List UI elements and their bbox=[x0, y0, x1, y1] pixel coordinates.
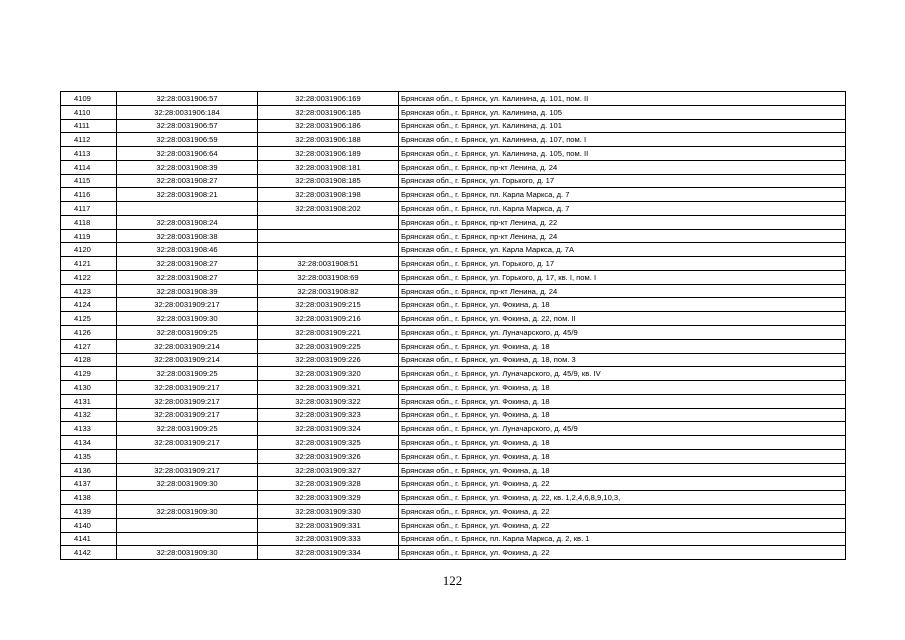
address-cell: Брянская обл., г. Брянск, пл. Карла Маркса, д. 7 bbox=[399, 202, 846, 216]
table-row bbox=[61, 160, 846, 174]
table-row bbox=[61, 133, 846, 147]
row-number-cell: 4127 bbox=[61, 339, 117, 353]
object-number-cell: 32:28:0031908:181 bbox=[258, 160, 399, 174]
row-number-cell: 4128 bbox=[61, 353, 117, 367]
row-number-cell: 4130 bbox=[61, 381, 117, 395]
table-row bbox=[61, 381, 846, 395]
address-cell: Брянская обл., г. Брянск, ул. Луначарского, д. 45/9 bbox=[399, 326, 846, 340]
parcel-number-cell bbox=[117, 491, 258, 505]
object-number-cell: 32:28:0031906:188 bbox=[258, 133, 399, 147]
row-number-cell: 4124 bbox=[61, 298, 117, 312]
object-number-cell: 32:28:0031906:189 bbox=[258, 147, 399, 161]
table-row bbox=[61, 408, 846, 422]
row-number-cell: 4139 bbox=[61, 504, 117, 518]
object-number-cell: 32:28:0031909:321 bbox=[258, 381, 399, 395]
address-cell: Брянская обл., г. Брянск, ул. Фокина, д. 18 bbox=[399, 298, 846, 312]
table-row bbox=[61, 188, 846, 202]
row-number-cell: 4112 bbox=[61, 133, 117, 147]
row-number-cell: 4135 bbox=[61, 449, 117, 463]
object-number-cell: 32:28:0031909:226 bbox=[258, 353, 399, 367]
table-row bbox=[61, 463, 846, 477]
parcel-number-cell: 32:28:0031909:214 bbox=[117, 339, 258, 353]
object-number-cell: 32:28:0031909:327 bbox=[258, 463, 399, 477]
row-number-cell: 4113 bbox=[61, 147, 117, 161]
address-cell: Брянская обл., г. Брянск, ул. Фокина, д. 22, кв. 1,2,4,6,8,9,10,3, bbox=[399, 491, 846, 505]
row-number-cell: 4116 bbox=[61, 188, 117, 202]
table-body bbox=[61, 92, 846, 560]
parcel-number-cell: 32:28:0031909:217 bbox=[117, 436, 258, 450]
address-cell: Брянская обл., г. Брянск, ул. Калинина, д. 101 bbox=[399, 119, 846, 133]
table-row bbox=[61, 147, 846, 161]
parcel-number-cell: 32:28:0031909:30 bbox=[117, 504, 258, 518]
address-cell: Брянская обл., г. Брянск, ул. Горького, д. 17 bbox=[399, 257, 846, 271]
parcel-number-cell: 32:28:0031909:25 bbox=[117, 326, 258, 340]
object-number-cell: 32:28:0031908:82 bbox=[258, 284, 399, 298]
parcel-number-cell: 32:28:0031909:30 bbox=[117, 477, 258, 491]
parcel-number-cell: 32:28:0031908:24 bbox=[117, 215, 258, 229]
table-row bbox=[61, 257, 846, 271]
table-row bbox=[61, 312, 846, 326]
object-number-cell: 32:28:0031909:330 bbox=[258, 504, 399, 518]
object-number-cell: 32:28:0031909:324 bbox=[258, 422, 399, 436]
row-number-cell: 4126 bbox=[61, 326, 117, 340]
row-number-cell: 4133 bbox=[61, 422, 117, 436]
address-cell: Брянская обл., г. Брянск, ул. Фокина, д. 18 bbox=[399, 339, 846, 353]
address-cell: Брянская обл., г. Брянск, ул. Фокина, д. 22 bbox=[399, 477, 846, 491]
object-number-cell bbox=[258, 243, 399, 257]
table-row bbox=[61, 284, 846, 298]
parcel-number-cell: 32:28:0031909:217 bbox=[117, 463, 258, 477]
object-number-cell: 32:28:0031909:328 bbox=[258, 477, 399, 491]
parcel-number-cell: 32:28:0031909:214 bbox=[117, 353, 258, 367]
parcel-number-cell: 32:28:0031909:30 bbox=[117, 546, 258, 560]
table-row bbox=[61, 518, 846, 532]
table-row bbox=[61, 477, 846, 491]
object-number-cell: 32:28:0031908:51 bbox=[258, 257, 399, 271]
parcel-number-cell: 32:28:0031909:217 bbox=[117, 381, 258, 395]
address-cell: Брянская обл., г. Брянск, ул. Фокина, д. 18, пом. 3 bbox=[399, 353, 846, 367]
parcel-number-cell: 32:28:0031909:217 bbox=[117, 394, 258, 408]
table-row bbox=[61, 422, 846, 436]
address-cell: Брянская обл., г. Брянск, пр-кт Ленина, д. 24 bbox=[399, 284, 846, 298]
address-cell: Брянская обл., г. Брянск, ул. Калинина, д. 101, пом. II bbox=[399, 92, 846, 106]
row-number-cell: 4118 bbox=[61, 215, 117, 229]
object-number-cell bbox=[258, 229, 399, 243]
table-row bbox=[61, 215, 846, 229]
address-cell: Брянская обл., г. Брянск, ул. Калинина, д. 105 bbox=[399, 105, 846, 119]
parcel-number-cell bbox=[117, 518, 258, 532]
address-cell: Брянская обл., г. Брянск, ул. Фокина, д. 18 bbox=[399, 408, 846, 422]
address-cell: Брянская обл., г. Брянск, ул. Луначарского, д. 45/9, кв. IV bbox=[399, 367, 846, 381]
parcel-number-cell: 32:28:0031908:21 bbox=[117, 188, 258, 202]
table-row bbox=[61, 367, 846, 381]
table-row bbox=[61, 339, 846, 353]
address-cell: Брянская обл., г. Брянск, ул. Фокина, д. 18 bbox=[399, 436, 846, 450]
object-number-cell: 32:28:0031909:325 bbox=[258, 436, 399, 450]
object-number-cell: 32:28:0031909:331 bbox=[258, 518, 399, 532]
object-number-cell: 32:28:0031909:329 bbox=[258, 491, 399, 505]
object-number-cell: 32:28:0031906:169 bbox=[258, 92, 399, 106]
table-row bbox=[61, 202, 846, 216]
address-cell: Брянская обл., г. Брянск, пл. Карла Маркса, д. 2, кв. 1 bbox=[399, 532, 846, 546]
parcel-number-cell: 32:28:0031906:57 bbox=[117, 92, 258, 106]
address-cell: Брянская обл., г. Брянск, ул. Фокина, д. 22 bbox=[399, 518, 846, 532]
object-number-cell: 32:28:0031909:215 bbox=[258, 298, 399, 312]
address-cell: Брянская обл., г. Брянск, ул. Фокина, д. 18 bbox=[399, 394, 846, 408]
parcel-number-cell bbox=[117, 202, 258, 216]
parcel-number-cell: 32:28:0031908:39 bbox=[117, 284, 258, 298]
table-row bbox=[61, 229, 846, 243]
parcel-number-cell: 32:28:0031908:27 bbox=[117, 257, 258, 271]
object-number-cell: 32:28:0031906:186 bbox=[258, 119, 399, 133]
object-number-cell: 32:28:0031909:323 bbox=[258, 408, 399, 422]
table-row bbox=[61, 174, 846, 188]
address-cell: Брянская обл., г. Брянск, пл. Карла Маркса, д. 7 bbox=[399, 188, 846, 202]
parcel-number-cell: 32:28:0031909:217 bbox=[117, 298, 258, 312]
row-number-cell: 4121 bbox=[61, 257, 117, 271]
row-number-cell: 4123 bbox=[61, 284, 117, 298]
parcel-number-cell bbox=[117, 532, 258, 546]
parcel-number-cell: 32:28:0031906:59 bbox=[117, 133, 258, 147]
object-number-cell: 32:28:0031908:69 bbox=[258, 270, 399, 284]
parcel-number-cell: 32:28:0031908:38 bbox=[117, 229, 258, 243]
parcel-number-cell: 32:28:0031906:64 bbox=[117, 147, 258, 161]
row-number-cell: 4109 bbox=[61, 92, 117, 106]
object-number-cell: 32:28:0031906:185 bbox=[258, 105, 399, 119]
address-cell: Брянская обл., г. Брянск, ул. Калинина, д. 107, пом. I bbox=[399, 133, 846, 147]
row-number-cell: 4111 bbox=[61, 119, 117, 133]
table-row bbox=[61, 92, 846, 106]
table-row bbox=[61, 270, 846, 284]
parcel-number-cell: 32:28:0031909:30 bbox=[117, 312, 258, 326]
row-number-cell: 4142 bbox=[61, 546, 117, 560]
parcel-number-cell: 32:28:0031906:57 bbox=[117, 119, 258, 133]
page-number: 122 bbox=[442, 573, 463, 588]
address-cell: Брянская обл., г. Брянск, пр-кт Ленина, д. 22 bbox=[399, 215, 846, 229]
object-number-cell: 32:28:0031909:320 bbox=[258, 367, 399, 381]
row-number-cell: 4115 bbox=[61, 174, 117, 188]
parcel-number-cell bbox=[117, 449, 258, 463]
address-cell: Брянская обл., г. Брянск, ул. Горького, д. 17, кв. I, пом. I bbox=[399, 270, 846, 284]
object-number-cell: 32:28:0031909:334 bbox=[258, 546, 399, 560]
address-cell: Брянская обл., г. Брянск, ул. Фокина, д. 18 bbox=[399, 381, 846, 395]
object-number-cell: 32:28:0031909:326 bbox=[258, 449, 399, 463]
row-number-cell: 4140 bbox=[61, 518, 117, 532]
address-cell: Брянская обл., г. Брянск, ул. Фокина, д. 22 bbox=[399, 546, 846, 560]
table-row bbox=[61, 436, 846, 450]
object-number-cell: 32:28:0031909:225 bbox=[258, 339, 399, 353]
row-number-cell: 4119 bbox=[61, 229, 117, 243]
row-number-cell: 4110 bbox=[61, 105, 117, 119]
parcel-number-cell: 32:28:0031909:217 bbox=[117, 408, 258, 422]
table-row bbox=[61, 326, 846, 340]
row-number-cell: 4141 bbox=[61, 532, 117, 546]
parcel-number-cell: 32:28:0031908:27 bbox=[117, 270, 258, 284]
address-cell: Брянская обл., г. Брянск, ул. Луначарского, д. 45/9 bbox=[399, 422, 846, 436]
parcel-number-cell: 32:28:0031908:39 bbox=[117, 160, 258, 174]
object-number-cell: 32:28:0031909:221 bbox=[258, 326, 399, 340]
row-number-cell: 4132 bbox=[61, 408, 117, 422]
row-number-cell: 4122 bbox=[61, 270, 117, 284]
address-cell: Брянская обл., г. Брянск, ул. Калинина, д. 105, пом. II bbox=[399, 147, 846, 161]
table-row bbox=[61, 353, 846, 367]
object-number-cell: 32:28:0031908:202 bbox=[258, 202, 399, 216]
address-cell: Брянская обл., г. Брянск, ул. Карла Маркса, д. 7А bbox=[399, 243, 846, 257]
table-row bbox=[61, 394, 846, 408]
address-cell: Брянская обл., г. Брянск, пр-кт Ленина, д. 24 bbox=[399, 160, 846, 174]
parcel-number-cell: 32:28:0031909:25 bbox=[117, 422, 258, 436]
table-row bbox=[61, 119, 846, 133]
object-number-cell bbox=[258, 215, 399, 229]
table-row bbox=[61, 243, 846, 257]
row-number-cell: 4129 bbox=[61, 367, 117, 381]
row-number-cell: 4117 bbox=[61, 202, 117, 216]
table-row bbox=[61, 504, 846, 518]
table-row bbox=[61, 105, 846, 119]
object-number-cell: 32:28:0031908:185 bbox=[258, 174, 399, 188]
table-row bbox=[61, 298, 846, 312]
row-number-cell: 4138 bbox=[61, 491, 117, 505]
address-cell: Брянская обл., г. Брянск, ул. Фокина, д. 18 bbox=[399, 463, 846, 477]
row-number-cell: 4120 bbox=[61, 243, 117, 257]
address-cell: Брянская обл., г. Брянск, ул. Горького, д. 17 bbox=[399, 174, 846, 188]
object-number-cell: 32:28:0031908:198 bbox=[258, 188, 399, 202]
row-number-cell: 4137 bbox=[61, 477, 117, 491]
object-number-cell: 32:28:0031909:216 bbox=[258, 312, 399, 326]
row-number-cell: 4136 bbox=[61, 463, 117, 477]
parcel-number-cell: 32:28:0031909:25 bbox=[117, 367, 258, 381]
table-row bbox=[61, 532, 846, 546]
table-row bbox=[61, 546, 846, 560]
row-number-cell: 4131 bbox=[61, 394, 117, 408]
table-row bbox=[61, 491, 846, 505]
address-cell: Брянская обл., г. Брянск, ул. Фокина, д. 18 bbox=[399, 449, 846, 463]
parcel-number-cell: 32:28:0031908:27 bbox=[117, 174, 258, 188]
address-cell: Брянская обл., г. Брянск, ул. Фокина, д. 22, пом. II bbox=[399, 312, 846, 326]
row-number-cell: 4114 bbox=[61, 160, 117, 174]
cadastral-table bbox=[60, 91, 846, 560]
object-number-cell: 32:28:0031909:333 bbox=[258, 532, 399, 546]
address-cell: Брянская обл., г. Брянск, ул. Фокина, д. 22 bbox=[399, 504, 846, 518]
row-number-cell: 4134 bbox=[61, 436, 117, 450]
parcel-number-cell: 32:28:0031906:184 bbox=[117, 105, 258, 119]
address-cell: Брянская обл., г. Брянск, пр-кт Ленина, д. 24 bbox=[399, 229, 846, 243]
object-number-cell: 32:28:0031909:322 bbox=[258, 394, 399, 408]
parcel-number-cell: 32:28:0031908:46 bbox=[117, 243, 258, 257]
row-number-cell: 4125 bbox=[61, 312, 117, 326]
table-row bbox=[61, 449, 846, 463]
